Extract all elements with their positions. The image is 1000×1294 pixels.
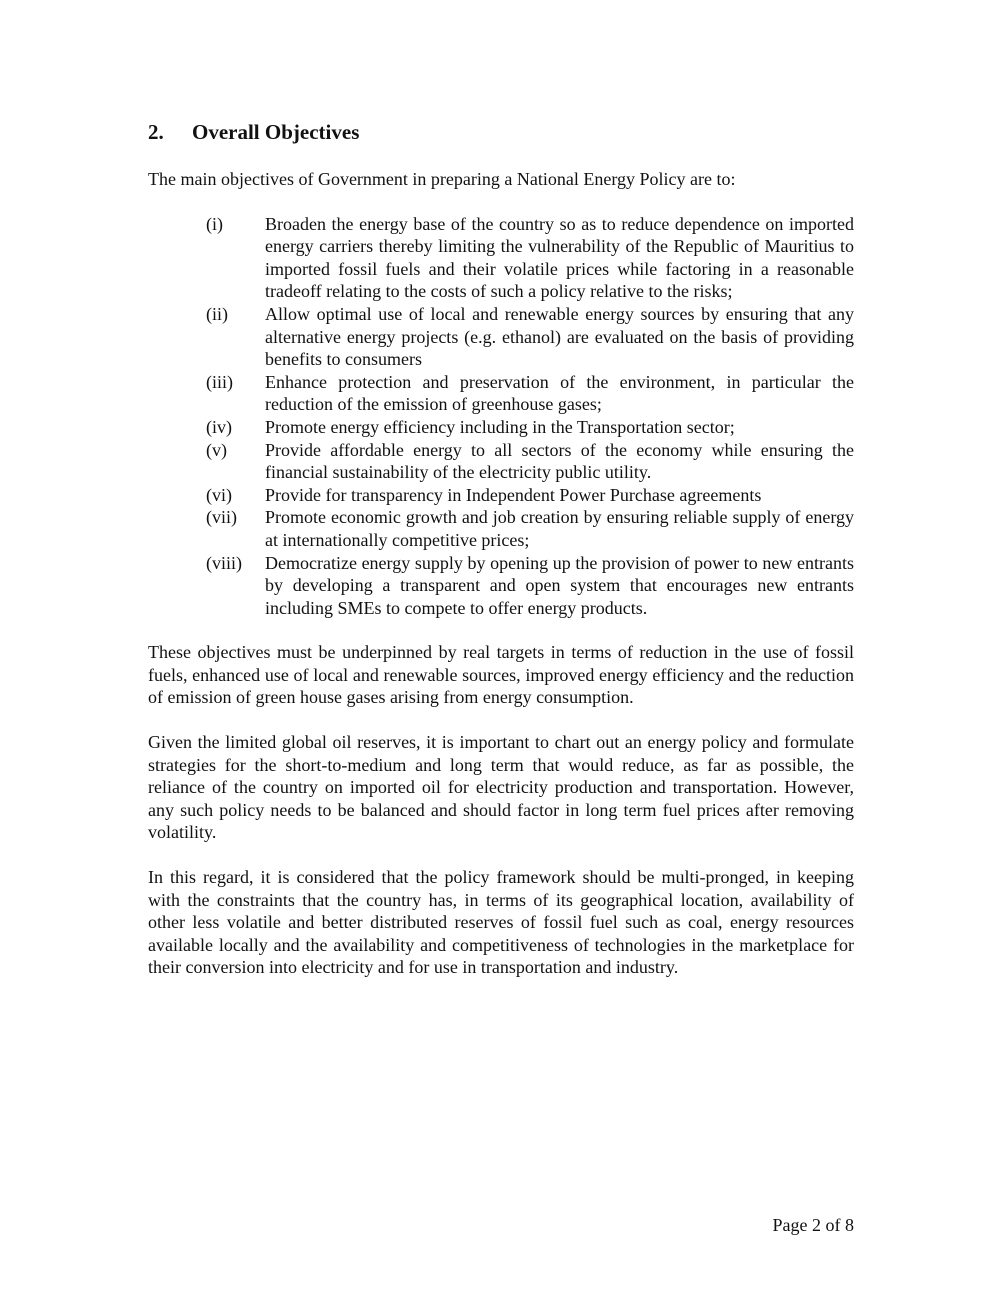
document-page <box>148 118 854 979</box>
objective-text: Promote economic growth and job creation by ensuring reliable supply of energy at internationally competitive prices; <box>265 507 854 550</box>
objective-marker: (iv) <box>206 416 232 437</box>
section-heading <box>148 118 854 146</box>
objective-item-viii <box>148 552 854 620</box>
objective-item-vi <box>148 484 854 507</box>
objective-item-i <box>148 213 854 303</box>
objective-text: Provide affordable energy to all sectors of the economy while ensuring the financial sustainability of the electricity public utility. <box>265 439 854 483</box>
objective-marker: (i) <box>206 213 223 234</box>
body-paragraph: These objectives must be underpinned by real targets in terms of reduction in the use of fossil fuels, enhanced use of local and renewable sources, improved energy efficiency and the reduction of emission of green house gases arising from energy consumption. <box>148 642 854 708</box>
intro-paragraph: The main objectives of Government in preparing a National Energy Policy are to: <box>148 169 736 189</box>
objective-text: Provide for transparency in Independent Power Purchase agreements <box>265 484 762 505</box>
objective-marker: (ii) <box>206 303 228 324</box>
objective-item-ii <box>148 303 854 371</box>
objective-text: Democratize energy supply by opening up the provision of power to new entrants by developing a transparent and open system that encourages new entrants including SMEs to compete to offer energy products. <box>265 552 854 618</box>
objective-text: Allow optimal use of local and renewable energy sources by ensuring that any alternative energy projects (e.g. ethanol) are evaluated on the basis of providing benefits to consumers <box>265 303 854 370</box>
objective-marker: (iii) <box>206 371 233 392</box>
objective-marker: (viii) <box>206 552 242 573</box>
objective-item-iv <box>148 416 854 439</box>
page-number: Page 2 of 8 <box>772 1215 854 1235</box>
body-paragraph: Given the limited global oil reserves, it is important to chart out an energy policy and formulate strategies for the short-to-medium and long term that would reduce, as far as possible, the reliance of the country on imported oil for electricity production and transportation. However, any such policy needs to be balanced and should factor in long term fuel prices after removing volatility. <box>148 732 854 843</box>
objective-item-v <box>148 439 854 484</box>
objective-text: Enhance protection and preservation of the environment, in particular the reduction of the emission of greenhouse gases; <box>265 371 854 415</box>
objective-item-iii <box>148 371 854 416</box>
objective-marker: (v) <box>206 439 227 460</box>
section-title: Overall Objectives <box>192 120 360 144</box>
objective-text: Promote energy efficiency including in the Transportation sector; <box>265 416 735 437</box>
objective-marker: (vii) <box>206 507 237 528</box>
objective-marker: (vi) <box>206 484 232 505</box>
objectives-list <box>148 213 854 620</box>
objective-item-vii <box>148 506 854 551</box>
body-paragraph: In this regard, it is considered that the policy framework should be multi-pronged, in keeping with the constraints that the country has, in terms of its geographical location, availability of other less volatile and better distributed reserves of fossil fuel such as coal, energy resources available locally and the availability and competitiveness of technologies in the marketplace for their conversion into electricity and for use in transportation and industry. <box>148 867 854 978</box>
objective-text: Broaden the energy base of the country so as to reduce dependence on imported energy carriers thereby limiting the vulnerability of the Republic of Mauritius to imported fossil fuels and their volatile prices while factoring in a reasonable tradeoff relating to the costs of such a policy relative to the risks; <box>265 213 854 302</box>
section-number: 2. <box>148 120 164 144</box>
